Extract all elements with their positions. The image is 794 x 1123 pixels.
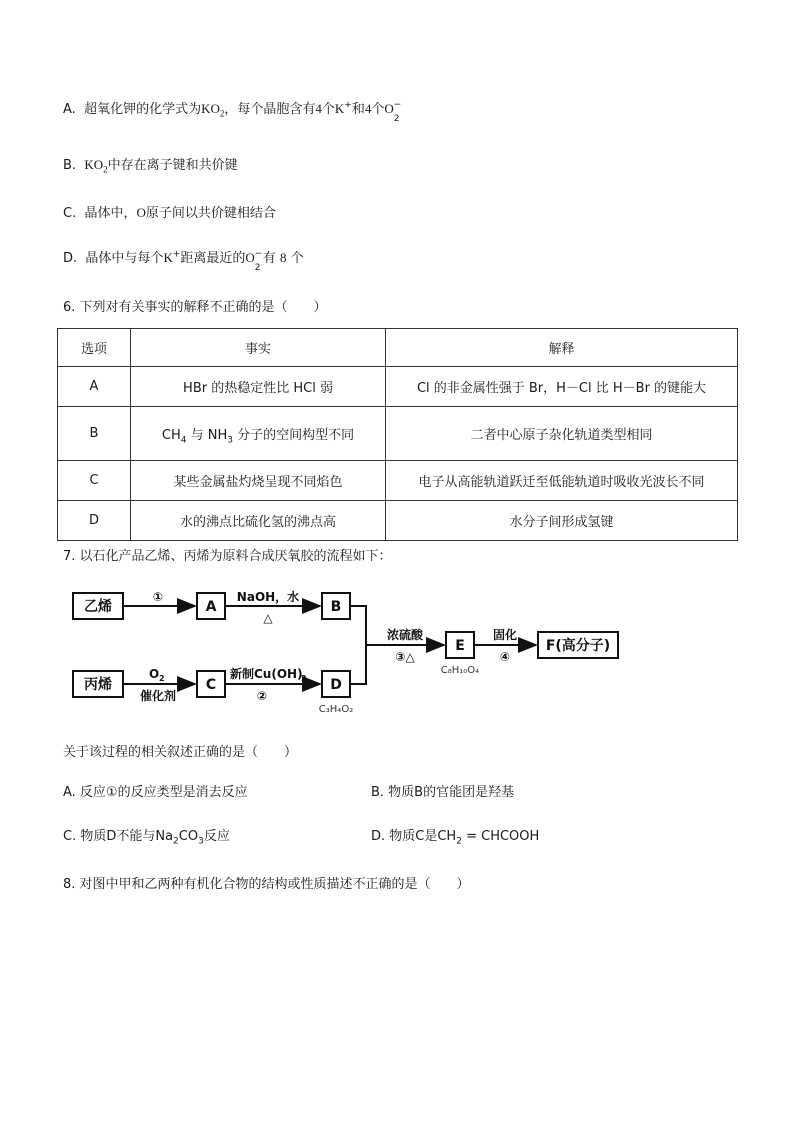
q7-question: 关于该过程的相关叙述正确的是（ ） xyxy=(63,745,298,760)
q8-stem: 8. 对图中甲和乙两种有机化合物的结构或性质描述不正确的是（ ） xyxy=(63,877,470,892)
box-b-label: B xyxy=(330,599,342,615)
box-a-label: A xyxy=(205,599,217,615)
q5-option-a: A. 超氧化钾的化学式为$KO_2$，每个晶胞含有4个K+和4个O − 2 xyxy=(63,100,402,124)
q7-option-d: D. 物质C是$CH_2$ = CHCOOH xyxy=(371,829,540,847)
row-explanation: Cl 的非金属性强于 Br，H－Cl 比 H－Br 的键能大 xyxy=(386,367,738,407)
q5-option-b: B. $KO_2$中存在离子键和共价键 xyxy=(63,157,238,175)
merge-connector xyxy=(350,606,366,684)
row-option: D xyxy=(58,501,131,541)
d-formula: C₃H₄O₂ xyxy=(318,704,354,715)
header-option: 选项 xyxy=(58,329,131,367)
naoh-label: NaOH，水 xyxy=(236,590,300,604)
step4-label: ④ xyxy=(499,650,511,664)
table-header-row xyxy=(58,329,738,367)
table-row xyxy=(58,501,738,541)
box-e-label: E xyxy=(455,638,465,654)
q7-stem: 7. 以石化产品乙烯、丙烯为原料合成厌氧胶的流程如下： xyxy=(63,549,392,564)
q6-stem: 6. 下列对有关事实的解释不正确的是（ ） xyxy=(63,300,327,315)
step2-label: ② xyxy=(256,689,268,703)
box-d-label: D xyxy=(330,677,342,693)
conc-acid-label: 浓硫酸 xyxy=(386,628,424,642)
row-fact: 水的沸点比硫化氢的沸点高 xyxy=(131,501,386,541)
propylene-label: 丙烯 xyxy=(84,677,112,693)
q7-option-c: C. 物质D不能与$Na_2CO_3$反应 xyxy=(63,829,230,847)
o2-label: O xyxy=(149,667,160,681)
table-row xyxy=(58,407,738,461)
row-explanation: 二者中心原子杂化轨道类型相同 xyxy=(386,407,738,461)
o2-sub: 2 xyxy=(159,674,165,683)
e-formula: C₈H₁₀O₄ xyxy=(440,665,480,676)
cu-reagent-label: 新制Cu(OH) xyxy=(230,667,303,681)
row-fact: 某些金属盐灼烧呈现不同焰色 xyxy=(131,461,386,501)
ethylene-label: 乙烯 xyxy=(84,599,112,615)
step3-label: ③△ xyxy=(395,650,415,664)
q6-table xyxy=(57,328,738,541)
q7-option-b: B. 物质B的官能团是羟基 xyxy=(371,785,515,800)
step1-label: ① xyxy=(152,590,164,604)
catalyst-label: 催化剂 xyxy=(139,689,177,703)
row-fact: $CH_4$ 与 $NH_3$ 分子的空间构型不同 xyxy=(131,407,386,461)
row-option: B xyxy=(58,407,131,461)
synthesis-flow-diagram xyxy=(0,570,794,720)
row-explanation: 水分子间形成氢键 xyxy=(386,501,738,541)
heat-label-1: △ xyxy=(263,611,273,625)
q5-option-c: C. 晶体中，O原子间以共价键相结合 xyxy=(63,205,276,221)
table-row xyxy=(58,367,738,407)
header-fact: 事实 xyxy=(131,329,386,367)
row-explanation: 电子从高能轨道跃迁至低能轨道时吸收光波长不同 xyxy=(386,461,738,501)
row-option: C xyxy=(58,461,131,501)
table-row xyxy=(58,461,738,501)
header-explanation: 解释 xyxy=(386,329,738,367)
row-fact: HBr 的热稳定性比 HCl 弱 xyxy=(131,367,386,407)
q5-option-d: D. 晶体中与每个K+距离最近的O − 2 有 8 个 xyxy=(63,249,304,273)
cu-sub: 2 xyxy=(301,674,307,683)
row-option: A xyxy=(58,367,131,407)
box-c-label: C xyxy=(205,677,217,693)
q7-option-a: A. 反应①的反应类型是消去反应 xyxy=(63,785,248,800)
box-f-label: F(高分子) xyxy=(545,638,611,654)
cure-label: 固化 xyxy=(492,628,518,642)
